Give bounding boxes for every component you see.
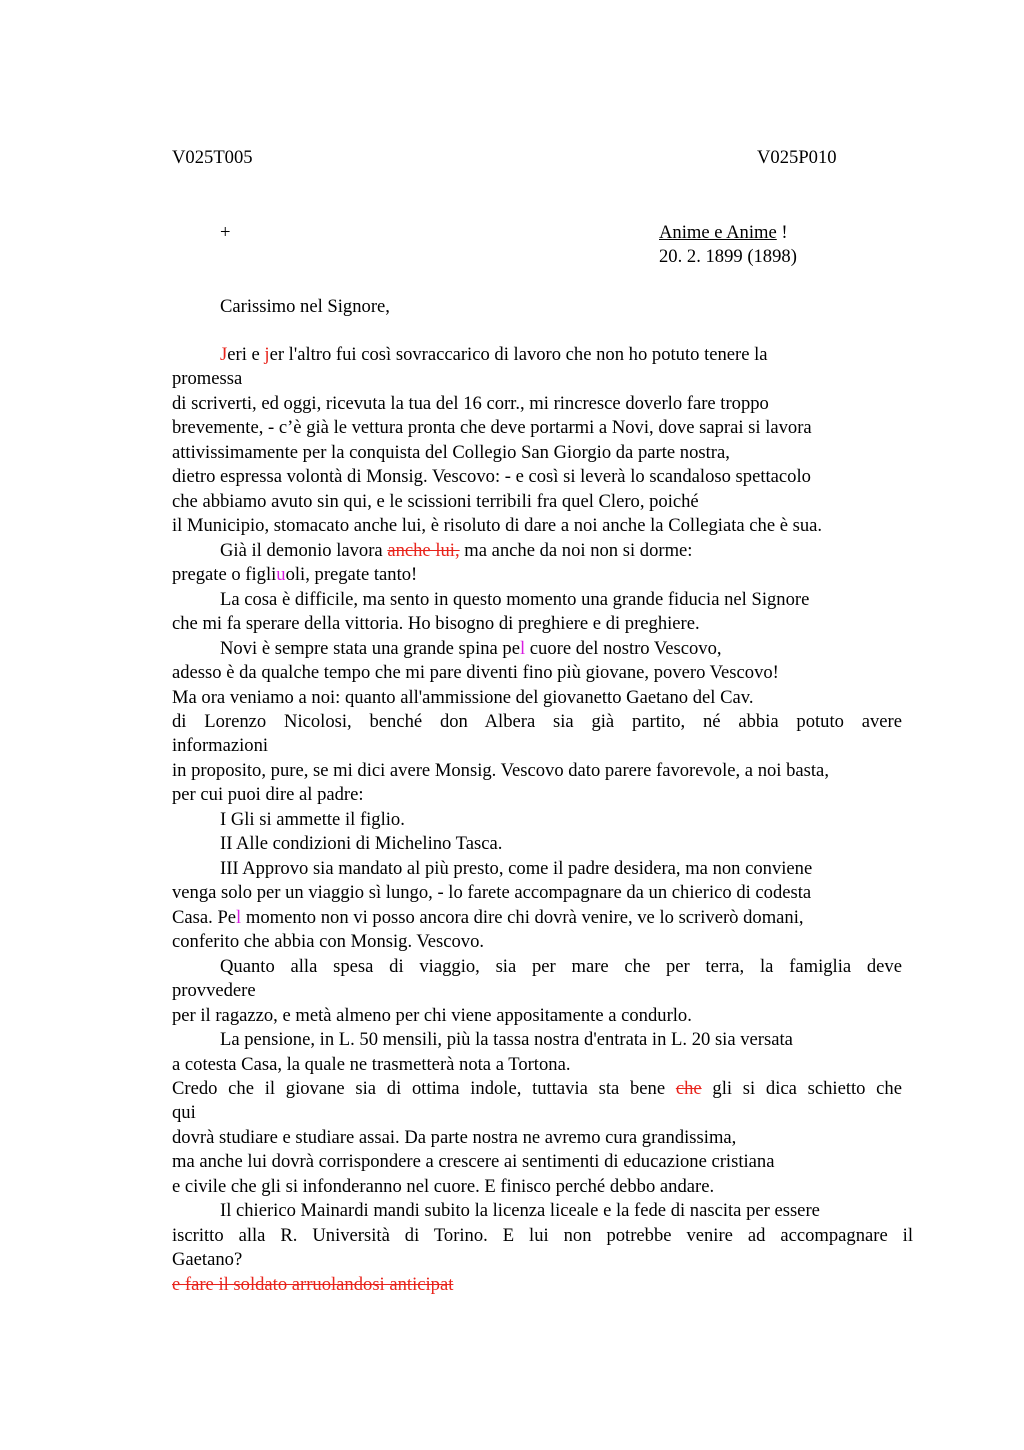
text-span: er l'altro fui così sovraccarico di lavoro che non ho potuto tenere la <box>269 344 768 365</box>
justified-text: di Lorenzo Nicolosi, benché don Albera sia già partito, né abbia potuto avere <box>172 711 902 732</box>
body-line-19: per cui puoi dire al padre: <box>172 784 364 805</box>
body-line-7: che abbiamo avuto sin qui, e le scissioni terribili fra quel Clero, poiché <box>172 491 699 512</box>
struck-line: e fare il soldato arruolandosi anticipat <box>172 1274 454 1295</box>
body-line-2: promessa <box>172 368 243 389</box>
body-line-9 <box>220 539 692 563</box>
text-span: pregate o figli <box>172 564 277 585</box>
body-line-13 <box>220 637 722 661</box>
correction-mark: J <box>220 344 228 365</box>
text-span: eri e <box>227 344 265 365</box>
doc-code-left: V025T005 <box>172 147 253 168</box>
body-line-4: brevemente, - c’è già le vettura pronta che deve portarmi a Novi, dove saprai si lavora <box>172 417 812 438</box>
body-line-28: per il ragazzo, e metà almeno per chi viene appositamente a condurlo. <box>172 1005 692 1026</box>
text-span: Credo che il giovane sia di ottima indole, tuttavia sta bene <box>172 1078 676 1099</box>
condition-3: III Approvo sia mandato al più presto, come il padre desidera, ma non conviene <box>220 858 813 879</box>
body-line-3: di scriverti, ed oggi, ricevuta la tua del 16 corr., mi rincresce doverlo fare troppo <box>172 393 769 414</box>
text-span: ma anche da noi non si dorme: <box>459 540 693 561</box>
body-line-10 <box>172 563 417 587</box>
body-line-31 <box>172 1077 902 1101</box>
body-line-14: adesso è da qualche tempo che mi pare diventi fino più giovane, povero Vescovo! <box>172 662 779 683</box>
correction-mark: j <box>264 344 270 365</box>
inserted-letter: l <box>236 907 242 928</box>
body-line-8: il Municipio, stomacato anche lui, è risoluto di dare a noi anche la Collegiata che è sua. <box>172 515 823 536</box>
letter-title-text: Anime e Anime <box>659 222 777 243</box>
justified-text: Quanto alla spesa di viaggio, sia per mare che per terra, la famiglia deve <box>220 956 902 977</box>
text-span: momento non vi posso ancora dire chi dovrà venire, ve lo scriverò domani, <box>241 907 804 928</box>
condition-1: I Gli si ammette il figlio. <box>220 809 405 830</box>
text-span: oli, pregate tanto! <box>285 564 418 585</box>
body-line-38: Gaetano? <box>172 1249 243 1270</box>
body-line-17: informazioni <box>172 735 269 756</box>
letter-title <box>659 221 788 245</box>
body-line-24 <box>172 906 804 930</box>
body-line-12: che mi fa sperare della vittoria. Ho bisogno di preghiere e di preghiere. <box>172 613 700 634</box>
condition-2: II Alle condizioni di Michelino Tasca. <box>220 833 503 854</box>
text-span: cuore del nostro Vescovo, <box>525 638 722 659</box>
inserted-letter: l <box>519 638 526 659</box>
body-line-29: La pensione, in L. 50 mensili, più la tassa nostra d'entrata in L. 20 sia versata <box>220 1029 793 1050</box>
body-line-34: ma anche lui dovrà corrispondere a crescere ai sentimenti di educazione cristiana <box>172 1151 775 1172</box>
body-line-32: qui <box>172 1102 196 1123</box>
cross-mark: + <box>220 222 231 243</box>
body-line-26 <box>220 955 902 979</box>
text-span: gli si dica schietto che <box>701 1078 902 1099</box>
body-line-30: a cotesta Casa, la quale ne trasmetterà nota a Tortona. <box>172 1054 571 1075</box>
text-span: Casa. Pe <box>172 907 237 928</box>
body-line-36: Il chierico Mainardi mandi subito la licenza liceale e la fede di nascita per essere <box>220 1200 820 1221</box>
letter-title-suffix: ! <box>776 222 788 243</box>
body-line-1 <box>220 343 768 367</box>
body-line-27: provvedere <box>172 980 256 1001</box>
body-line-15: Ma ora veniamo a noi: quanto all'ammissione del giovanetto Gaetano del Cav. <box>172 687 754 708</box>
doc-code-right: V025P010 <box>757 147 837 168</box>
body-line-25: conferito che abbia con Monsig. Vescovo. <box>172 931 485 952</box>
body-line-33: dovrà studiare e studiare assai. Da parte nostra ne avremo cura grandissima, <box>172 1127 737 1148</box>
body-line-6: dietro espressa volontà di Monsig. Vescovo: - e così si leverà lo scandaloso spettacolo <box>172 466 811 487</box>
struck-text: anche lui, <box>387 540 460 561</box>
text-span: Novi è sempre stata una grande spina pe <box>220 638 520 659</box>
inserted-letter: u <box>276 564 286 585</box>
body-line-37 <box>172 1224 913 1248</box>
body-line-35: e civile che gli si infonderanno nel cuore. E finisco perché debbo andare. <box>172 1176 715 1197</box>
letter-date: 20. 2. 1899 (1898) <box>659 246 797 267</box>
body-line-16 <box>172 710 902 734</box>
salutation: Carissimo nel Signore, <box>220 296 390 317</box>
body-line-11: La cosa è difficile, ma sento in questo momento una grande fiducia nel Signore <box>220 589 810 610</box>
body-line-5: attivissimamente per la conquista del Collegio San Giorgio da parte nostra, <box>172 442 730 463</box>
struck-text: che <box>675 1078 702 1099</box>
body-line-23: venga solo per un viaggio sì lungo, - lo farete accompagnare da un chierico di codesta <box>172 882 812 903</box>
justified-text: iscritto alla R. Università di Torino. E lui non potrebbe venire ad accompagnare il <box>172 1225 913 1246</box>
body-line-18: in proposito, pure, se mi dici avere Monsig. Vescovo dato parere favorevole, a noi basta, <box>172 760 829 781</box>
text-span: Già il demonio lavora <box>220 540 388 561</box>
